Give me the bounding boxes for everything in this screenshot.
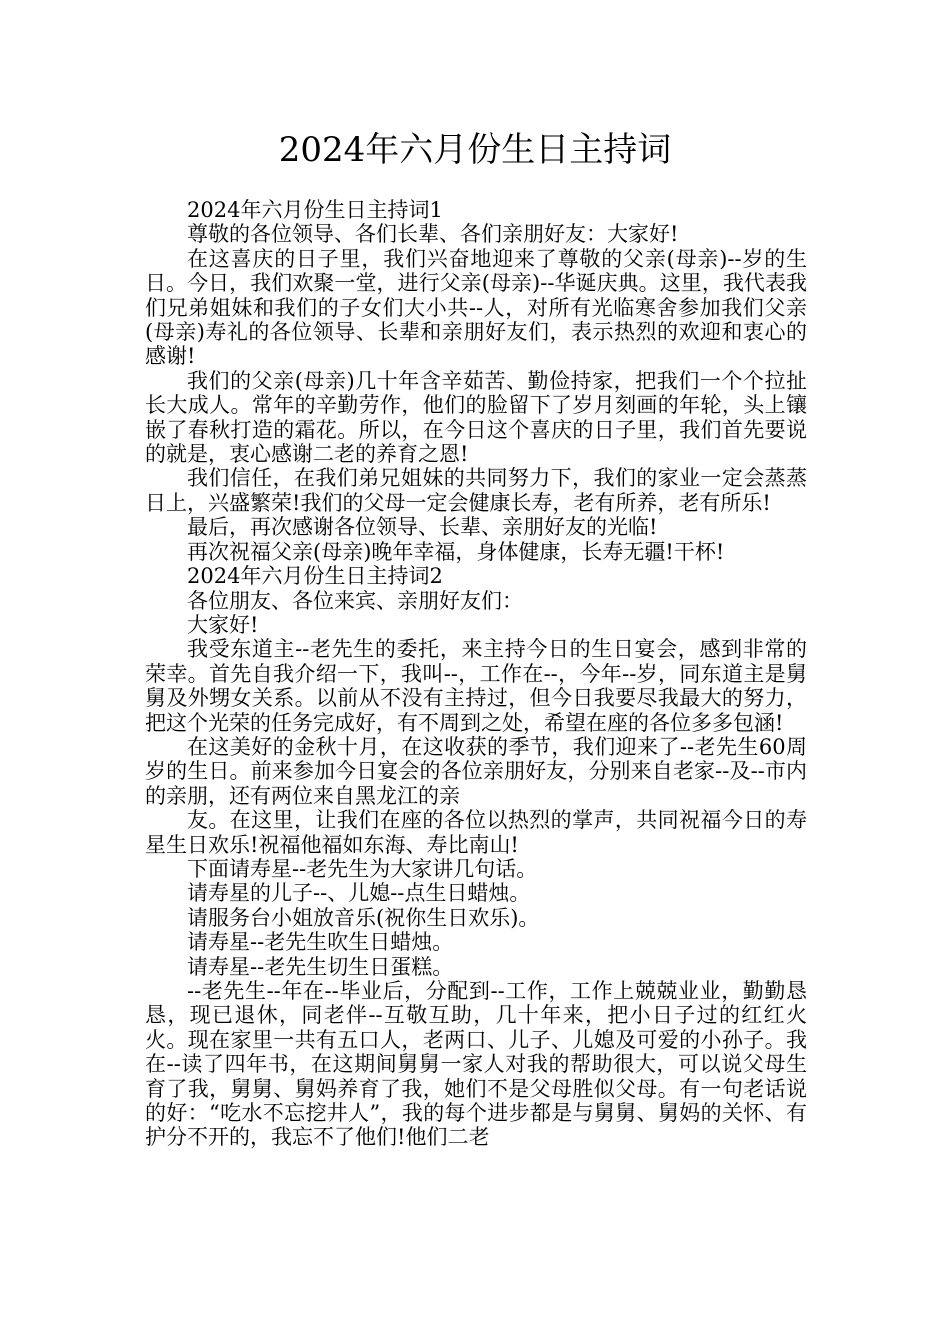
paragraph-9: 各位朋友、各位来宾、亲朋好友们： — [187, 588, 523, 613]
paragraph-8: 2024年六月份生日主持词2 — [187, 564, 443, 589]
paragraph-4: 我们的父亲(母亲)几十年含辛茹苦、勤俭持家，把我们一个个拉扯长大成人。常年的辛勤劳作，他们的脸留下了岁月刻画的年轮，头上镶嵌了春秋打造的霜花。所以，在今日这个喜庆的日子里，我们首先要说的就是，衷心感谢二老的养育之恩! — [145, 368, 807, 467]
paragraph-12: 在这美好的金秋十月，在这收获的季节，我们迎来了--老先生60周岁的生日。前来参加今日宴会的各位亲朋好友，分别来自老家--及--市内的亲朋，还有两位来自黑龙江的亲 — [145, 734, 807, 808]
paragraph-7: 再次祝福父亲(母亲)晚年幸福，身体健康，长寿无疆!干杯! — [187, 539, 725, 564]
paragraph-17: 请寿星--老先生吹生日蜡烛。 — [187, 930, 454, 955]
paragraph-19: --老先生--年在--毕业后，分配到--工作，工作上兢兢业业，勤勤恳恳，现已退休，同老伴--互敬互助，几十年来，把小日子过的红红火火。现在家里一共有五口人，老两口、儿子、儿媳及可爱的小孙子。我在--读了四年书，在这期间舅舅一家人对我的帮助很大，可以说父母生育了我，舅舅、舅妈养育了我，她们不是父母胜似父母。有一句老话说的好：“吃水不忘挖井人”，我的每个进步都是与舅舅、舅妈的关怀、有护分不开的，我忘不了他们!他们二老 — [145, 979, 807, 1150]
paragraph-5: 我们信任，在我们弟兄姐妹的共同努力下，我们的家业一定会蒸蒸日上，兴盛繁荣!我们的父母一定会健康长寿，老有所养，老有所乐! — [145, 466, 807, 515]
paragraph-14: 下面请寿星--老先生为大家讲几句话。 — [187, 856, 538, 881]
document-body — [145, 198, 807, 1150]
paragraph-15: 请寿星的儿子--、儿媳--点生日蜡烛。 — [187, 881, 531, 906]
document-title: 2024年六月份生日主持词 — [278, 130, 672, 170]
paragraph-18: 请寿星--老先生切生日蛋糕。 — [187, 954, 454, 979]
paragraph-6: 最后，再次感谢各位领导、长辈、亲朋好友的光临! — [187, 515, 658, 540]
paragraph-13: 友。在这里，让我们在座的各位以热烈的掌声，共同祝福今日的寿星生日欢乐!祝福他福如东海、寿比南山! — [145, 808, 807, 857]
paragraph-3: 在这喜庆的日子里，我们兴奋地迎来了尊敬的父亲(母亲)--岁的生日。今日，我们欢聚一堂，进行父亲(母亲)--华诞庆典。这里，我代表我们兄弟姐妹和我们的子女们大小共--人，对所有光临寒舍参加我们父亲(母亲)寿礼的各位领导、长辈和亲朋好友们，表示热烈的欢迎和衷心的感谢! — [145, 246, 807, 369]
paragraph-2: 尊敬的各位领导、各们长辈、各们亲朋好友：大家好! — [187, 222, 679, 247]
paragraph-16: 请服务台小姐放音乐(祝你生日欢乐)。 — [187, 905, 540, 930]
paragraph-10: 大家好! — [187, 612, 259, 637]
paragraph-11: 我受东道主--老先生的委托，来主持今日的生日宴会，感到非常的荣幸。首先自我介绍一下，我叫--，工作在--，今年--岁，同东道主是舅舅及外甥女关系。以前从不没有主持过，但今日我要尽我最大的努力，把这个光荣的任务完成好，有不周到之处，希望在座的各位多多包涵! — [145, 637, 807, 735]
paragraph-1: 2024年六月份生日主持词1 — [187, 198, 443, 222]
